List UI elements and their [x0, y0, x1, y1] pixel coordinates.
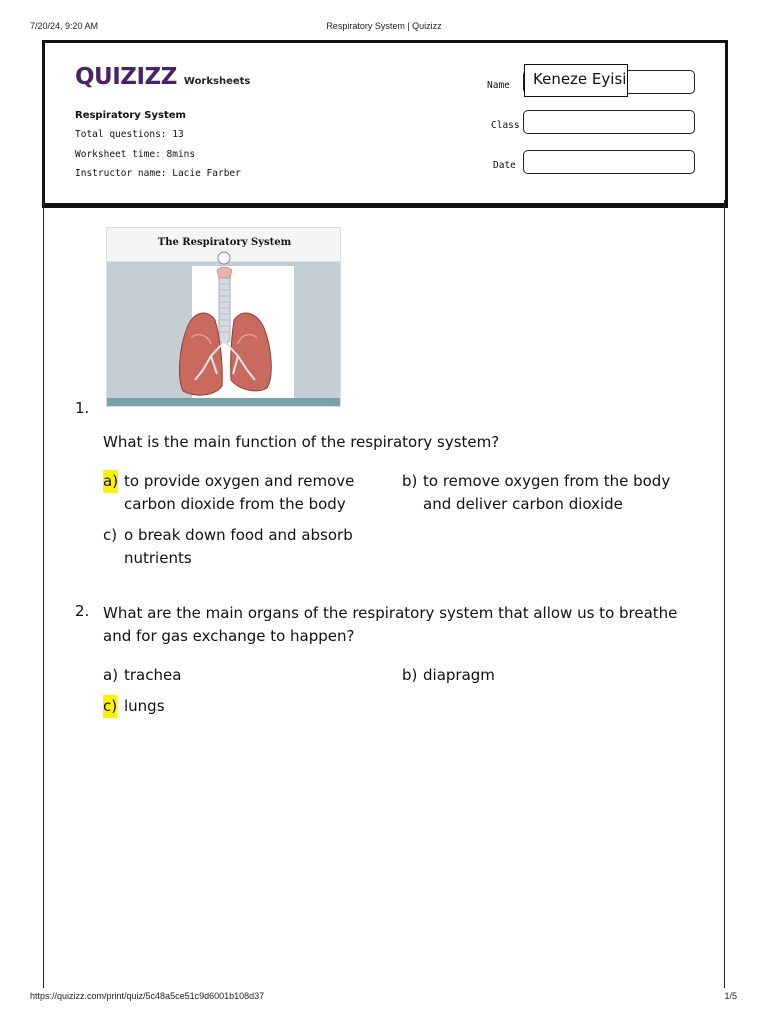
option-text-line-1: to remove oxygen from the body [423, 472, 671, 490]
option-letter: c) [103, 526, 118, 544]
class-label: Class [491, 120, 520, 131]
option-text-line-1: to provide oxygen and remove [124, 472, 355, 490]
question-2-text-line-1: What are the main organs of the respiratory system that allow us to breathe [103, 604, 678, 622]
question-1-number: 1. [75, 399, 90, 417]
print-page-number: 1/5 [724, 991, 737, 1001]
instructor-name: Instructor name: Lacie Farber [75, 168, 241, 179]
option-text: lungs [124, 697, 165, 715]
option-letter: a) [103, 470, 118, 493]
figure-title: The Respiratory System [157, 237, 292, 248]
page-border-right [724, 200, 725, 988]
option-text-line-1: o break down food and absorb [124, 526, 353, 544]
question-2-text-line-2: and for gas exchange to happen? [103, 627, 355, 645]
class-field[interactable] [523, 110, 695, 134]
quizizz-logo [75, 64, 250, 90]
option-text: trachea [124, 666, 182, 684]
print-datetime: 7/20/24, 9:20 AM [30, 21, 99, 31]
option-letter: b) [402, 472, 418, 490]
logo-product: Worksheets [183, 76, 251, 87]
print-page-title: Respiratory System | Quizizz [326, 21, 442, 31]
question-2-number: 2. [75, 602, 90, 620]
option-text-line-2: carbon dioxide from the body [124, 495, 346, 513]
option-letter: b) [402, 666, 418, 684]
option-text-line-2: nutrients [124, 549, 192, 567]
worksheet-header [42, 40, 728, 208]
lungs-illustration [107, 228, 341, 407]
name-value-box[interactable] [524, 64, 628, 97]
total-questions: Total questions: 13 [75, 129, 184, 140]
respiratory-system-image [106, 227, 341, 407]
name-label: Name [487, 80, 510, 91]
worksheet-time: Worksheet time: 8mins [75, 149, 196, 160]
option-letter: c) [103, 695, 117, 718]
option-text: diapragm [423, 666, 495, 684]
question-1-text: What is the main function of the respiratory system? [103, 433, 500, 451]
date-label: Date [493, 160, 516, 171]
logo-wordmark: QUIZIZZ [75, 64, 177, 90]
print-url: https://quizizz.com/print/quiz/5c48a5ce51c9d6001b108d37 [30, 991, 265, 1001]
name-value: Keneze Eyisi [533, 70, 627, 88]
option-letter: a) [103, 666, 119, 684]
page-border-left [43, 200, 44, 988]
worksheet-title: Respiratory System [75, 110, 186, 121]
date-field[interactable] [523, 150, 695, 174]
option-text-line-2: and deliver carbon dioxide [423, 495, 623, 513]
